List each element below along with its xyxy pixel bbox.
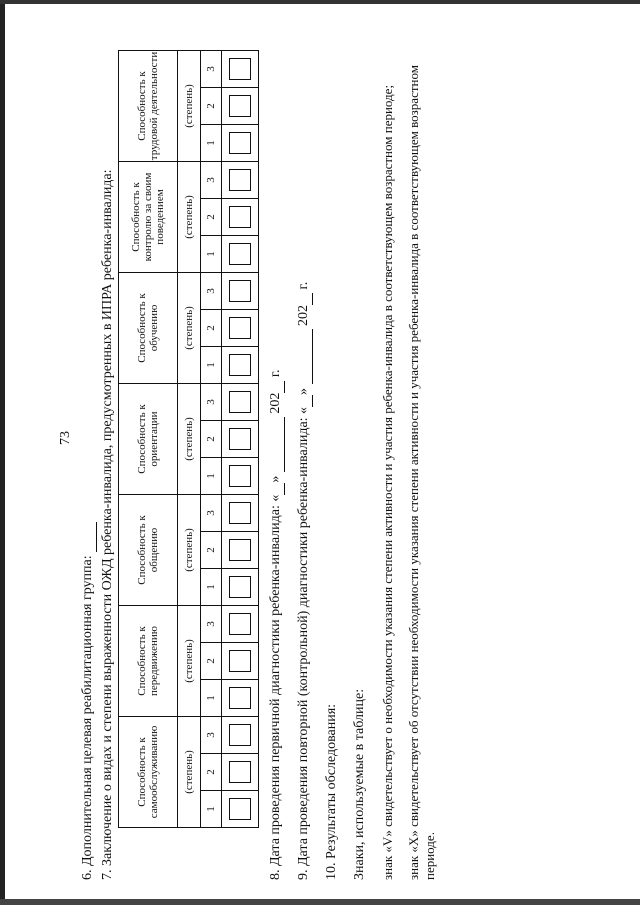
degree-checkbox[interactable] (229, 132, 251, 154)
legend-x-sign-cont: периоде. (422, 832, 437, 880)
degree-number: 3 (201, 495, 222, 532)
scan-edge-top (0, 0, 640, 4)
degree-number: 3 (201, 162, 222, 199)
degree-checkbox[interactable] (229, 798, 251, 820)
degree-number: 3 (201, 51, 222, 88)
degree-number: 1 (201, 680, 222, 717)
degree-number: 3 (201, 606, 222, 643)
degree-label: (степень) (178, 495, 201, 606)
degree-checkbox[interactable] (229, 58, 251, 80)
section-8-year: 202 (268, 392, 283, 414)
degree-number: 2 (201, 532, 222, 569)
col-work-header: Способность к трудовой деятельности (119, 51, 178, 162)
degree-checkbox[interactable] (229, 761, 251, 783)
section-9-quote: » (296, 387, 311, 395)
degree-number: 1 (201, 236, 222, 273)
degree-label: (степень) (178, 162, 201, 273)
degree-checkbox[interactable] (229, 502, 251, 524)
section-9-line (296, 282, 313, 880)
degree-checkbox[interactable] (229, 391, 251, 413)
table-degree-number-row (201, 51, 222, 828)
degree-number: 2 (201, 310, 222, 347)
degree-number: 2 (201, 754, 222, 791)
degree-checkbox[interactable] (229, 354, 251, 376)
repeat-year-field[interactable] (296, 293, 313, 305)
degree-checkbox[interactable] (229, 687, 251, 709)
rehab-group-field[interactable] (80, 522, 97, 552)
degree-checkbox[interactable] (229, 613, 251, 635)
degree-checkbox[interactable] (229, 428, 251, 450)
section-9-text: 9. Дата проведения повторной (контрольной) диагностики ребенка-инвалида: « (296, 406, 311, 880)
col-learning-header: Способность к обучению (119, 273, 178, 384)
degree-number: 1 (201, 125, 222, 162)
scan-edge-left (0, 0, 5, 905)
primary-day-field[interactable] (268, 483, 285, 495)
section-6-line (80, 522, 97, 880)
section-9-suffix: г. (296, 281, 311, 290)
section-8-quote: » (268, 475, 283, 483)
section-7-line (100, 169, 116, 880)
degree-checkbox[interactable] (229, 465, 251, 487)
legend-v-sign: знак «V» свидетельствует о необходимости указания степени активности и участия ребенка-инвалида в соответствующем возрастном периоде; (380, 84, 395, 880)
degree-label: (степень) (178, 717, 201, 828)
degree-checkbox[interactable] (229, 724, 251, 746)
repeat-month-field[interactable] (296, 329, 313, 384)
degree-checkbox[interactable] (229, 169, 251, 191)
table-checkbox-row (222, 51, 259, 828)
degree-checkbox[interactable] (229, 206, 251, 228)
degree-number: 3 (201, 273, 222, 310)
page-number: 73 (58, 431, 73, 445)
degree-label: (степень) (178, 51, 201, 162)
scan-edge-bottom (0, 899, 640, 905)
degree-number: 1 (201, 347, 222, 384)
degree-number: 2 (201, 199, 222, 236)
repeat-day-field[interactable] (296, 395, 313, 407)
primary-year-field[interactable] (268, 381, 285, 393)
section-8-text: 8. Дата проведения первичной диагностики ребенка-инвалида: « (268, 494, 283, 880)
section-10-text: 10. Результаты обследования: (324, 703, 339, 880)
degree-checkbox[interactable] (229, 280, 251, 302)
section-8-line (268, 369, 285, 880)
degree-checkbox[interactable] (229, 576, 251, 598)
degree-checkbox[interactable] (229, 539, 251, 561)
degree-label: (степень) (178, 384, 201, 495)
degree-checkbox[interactable] (229, 243, 251, 265)
rotated-page (58, 50, 437, 880)
degree-number: 1 (201, 791, 222, 828)
degree-label: (степень) (178, 606, 201, 717)
legend-intro: Знаки, используемые в таблице: (352, 688, 367, 880)
table-degree-row (178, 51, 201, 828)
primary-month-field[interactable] (268, 417, 285, 472)
degree-number: 2 (201, 88, 222, 125)
section-6-text: 6. Дополнительная целевая реабилитационная группа: (80, 555, 95, 880)
table-header-row (119, 51, 178, 828)
ojd-table (118, 50, 259, 828)
col-behavior-control-header: Способность к контролю за своим поведением (119, 162, 178, 273)
degree-number: 3 (201, 384, 222, 421)
degree-number: 3 (201, 717, 222, 754)
legend-x-sign: знак «X» свидетельствует об отсутствии необходимости указания степени активности и участия ребенка-инвалида в соответствующем возрастном (406, 65, 421, 880)
col-movement-header: Способность к передвижению (119, 606, 178, 717)
degree-label: (степень) (178, 273, 201, 384)
degree-checkbox[interactable] (229, 650, 251, 672)
degree-number: 2 (201, 643, 222, 680)
col-communication-header: Способность к общению (119, 495, 178, 606)
section-9-year: 202 (296, 304, 311, 326)
section-10-line (324, 704, 340, 880)
degree-number: 1 (201, 569, 222, 606)
col-orientation-header: Способность к ориентации (119, 384, 178, 495)
degree-number: 1 (201, 458, 222, 495)
section-7-text: 7. Заключение о видах и степени выраженности ОЖД ребенка-инвалида, предусмотренных в ИПРА ребенка-инвалида: (100, 169, 115, 880)
degree-checkbox[interactable] (229, 95, 251, 117)
section-8-suffix: г. (268, 369, 283, 378)
degree-checkbox[interactable] (229, 317, 251, 339)
col-self-care-header: Способность к самообслуживанию (119, 717, 178, 828)
degree-number: 2 (201, 421, 222, 458)
